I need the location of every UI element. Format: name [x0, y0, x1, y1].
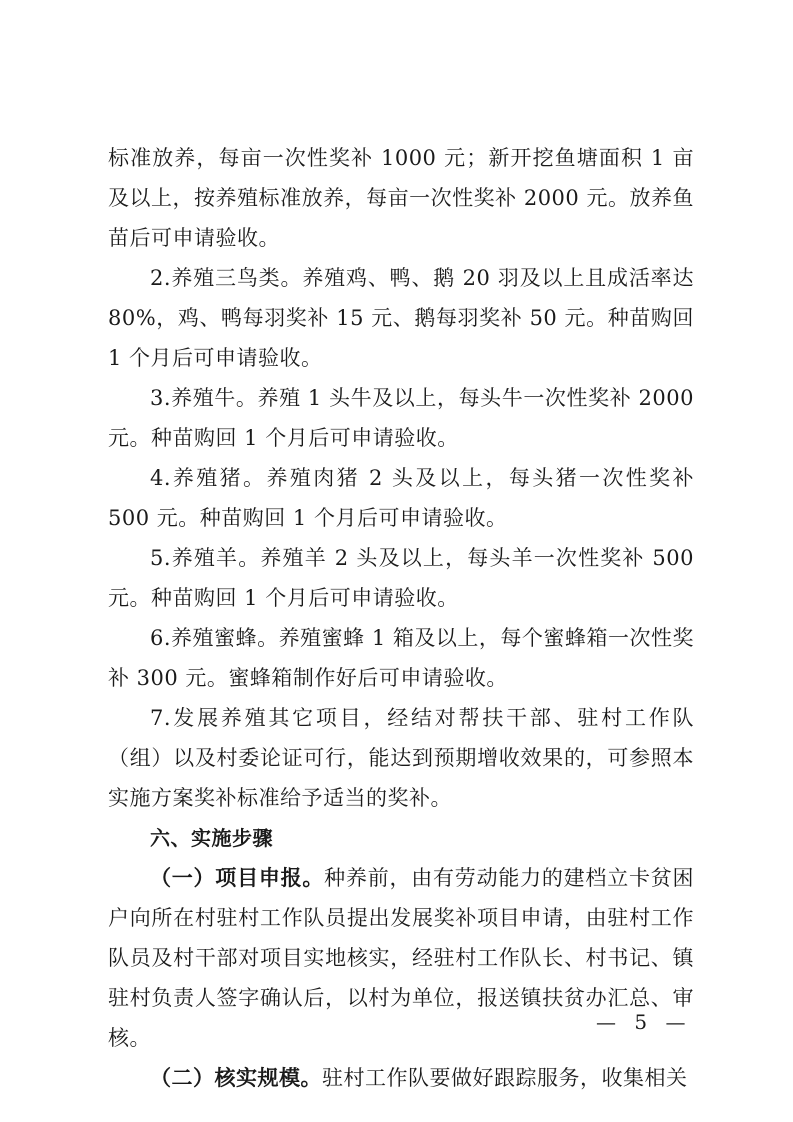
page-number: — 5 — — [596, 1010, 692, 1034]
paragraph-other-projects: 7.发展养殖其它项目，经结对帮扶干部、驻村工作队（组）以及村委论证可行，能达到预期增收效果的，可参照本实施方案奖补标准给予适当的奖补。 — [108, 706, 694, 810]
paragraph-bees: 6.养殖蜜蜂。养殖蜜蜂 1 箱及以上，每个蜜蜂箱一次性奖补 300 元。蜜蜂箱制作好后可申请验收。 — [108, 626, 694, 690]
step-verify-scale — [108, 1058, 694, 1098]
section-heading: 六、实施步骤 — [150, 826, 273, 850]
paragraph-sheep: 5.养殖羊。养殖羊 2 头及以上，每头羊一次性奖补 500 元。种苗购回 1 个月后可申请验收。 — [108, 546, 694, 610]
paragraph-cattle: 3.养殖牛。养殖 1 头牛及以上，每头牛一次性奖补 2000 元。种苗购回 1 个月后可申请验收。 — [108, 386, 694, 450]
paragraph-fish-continuation: 标准放养，每亩一次性奖补 1000 元；新开挖鱼塘面积 1 亩及以上，按养殖标准放养，每亩一次性奖补 2000 元。放养鱼苗后可申请验收。 — [108, 146, 694, 250]
document-page — [108, 138, 694, 1098]
paragraph-pigs: 4.养殖猪。养殖肉猪 2 头及以上，每头猪一次性奖补 500 元。种苗购回 1 个月后可申请验收。 — [108, 466, 694, 530]
step-text: 种养前，由有劳动能力的建档立卡贫困户向所在村驻村工作队员提出发展奖补项目申请，由驻村工作队员及村干部对项目实地核实，经驻村工作队长、村书记、镇驻村负责人签字确认后，以村为单位，报送镇扶贫办汇总、审核。 — [108, 866, 695, 1050]
paragraph-poultry: 2.养殖三鸟类。养殖鸡、鸭、鹅 20 羽及以上且成活率达 80%，鸡、鸭每羽奖补 15 元、鹅每羽奖补 50 元。种苗购回 1 个月后可申请验收。 — [108, 266, 694, 370]
step-lead: （二）核实规模。 — [150, 1065, 322, 1090]
step-text: 驻村工作队要做好跟踪服务，收集相关 — [322, 1066, 688, 1090]
step-lead: （一）项目申报。 — [150, 865, 325, 890]
